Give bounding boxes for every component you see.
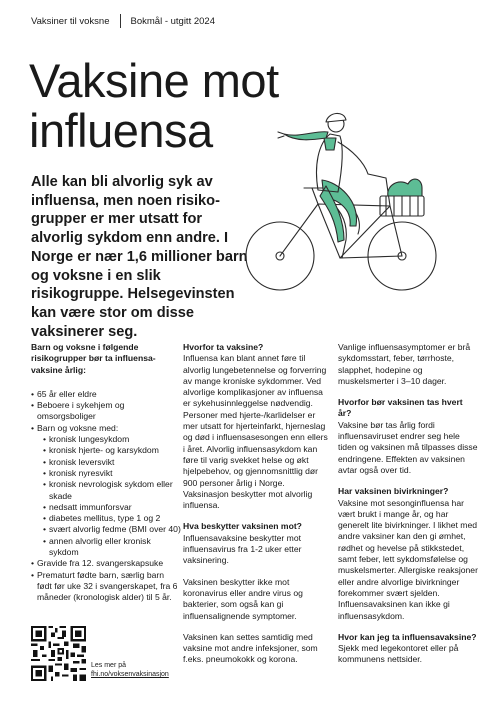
protection-heading: Hva beskytter vaksinen mot?: [183, 521, 302, 532]
sub-list-item: • diabetes mellitus, type 1 og 2: [43, 513, 181, 524]
where-text: Sjekk med legekontoret eller på kommunens nettsider.: [338, 643, 459, 665]
sub-list-item: • kronisk leversvikt: [43, 457, 181, 468]
side-effects-text: Vaksine mot sesonginfluensa har vært brukt i mange år, og har generelt lite bivirkninger. I likhet med andre vaksiner kan den gi ømhet, rødhet og hevelse på stikkstedet, samt feber, lett sykdomsfølelse og muskelsmerter. Allergiske reaksjoner eller andre alvorlige bivirkninger forekommer svært sjelden. Influensavaksinen kan ikke gi influensasykdom.: [338, 497, 478, 621]
lead-paragraph: Alle kan bli alvorlig syk av influensa, men noen risikogrupper er mer utsatt for alvorlig sykdom enn andre. I Norge er nær 1,6 millioner barn og voksne i en slik risikogruppe. Helsegevinsten kan være stor om disse vaksinerer seg.: [31, 174, 248, 340]
yearly-heading: Hvorfor bør vaksinen tas hvert år?: [338, 397, 463, 419]
list-item: • Gravide fra 12. svangerskapsuke: [31, 558, 181, 569]
middle-column: [183, 342, 331, 676]
series-label: Vaksiner til voksne: [31, 15, 110, 27]
title-line-2: influensa: [29, 104, 213, 157]
risk-groups-intro: Barn og voksne i følgende risikogrupper bør ta influensavaksine årlig:: [31, 342, 156, 375]
sub-list-item: • svært alvorlig fedme (BMI over 40): [43, 524, 181, 535]
symptoms-text: Vanlige influensasymptomer er brå sykdomsstart, feber, tørrhoste, slapphet, hodepine og muskelsmerter i 3–10 dager.: [338, 342, 471, 386]
list-item: • Barn og voksne med: • kronisk lungesykdom • kronisk hjerte- og karsykdom • kronisk leversvikt • kronisk nyresvikt • kronisk nevrologisk sykdom eller skade • nedsatt immunforsvar • diabetes mellitus, type 1 og 2 • svært alvorlig fedme (BMI over 40) • annen alvorlig eller kronisk sykdom: [31, 423, 181, 559]
sub-list-item: • kronisk nyresvikt: [43, 468, 181, 479]
page-header: [31, 14, 215, 28]
qr-caption: [91, 661, 169, 679]
cyclist-illustration-icon: [240, 108, 470, 298]
sub-list-item: • nedsatt immunforsvar: [43, 502, 181, 513]
list-item: • 65 år eller eldre: [31, 389, 181, 400]
edition-label: Bokmål - utgitt 2024: [130, 15, 215, 27]
qr-code-icon[interactable]: [31, 626, 86, 681]
corona-text: Vaksinen beskytter ikke mot koronavirus eller andre virus og bakterier, som også kan gi influensalignende symptomer.: [183, 576, 303, 621]
qr-label: Les mer på: [91, 662, 127, 669]
protection-text: Influensavaksine beskytter mot influensavirus fra 1-2 uker etter vaksinering.: [183, 532, 302, 566]
side-effects-heading: Har vaksinen bivirkninger?: [338, 486, 449, 497]
header-divider: [120, 14, 121, 28]
risk-groups-column: [31, 342, 181, 604]
yearly-text: Vaksine bør tas årlig fordi influensaviruset endrer seg hele tiden og vaksinen må tilpasses disse endringene. Effekten av vaksinen avtar også over tid.: [338, 419, 478, 475]
sub-list-item: • kronisk hjerte- og karsykdom: [43, 445, 181, 456]
sub-list-item: • kronisk nevrologisk sykdom eller skade: [43, 479, 181, 502]
sub-list-item: • annen alvorlig eller kronisk sykdom: [43, 536, 181, 559]
why-vaccine-text: Influensa kan blant annet føre til alvorlig lungebetennelse og forverring av mange kroniske sykdommer. Ved alvorlige komplikasjoner av influensa er sykehusinnleggelse nødvendig. Personer med hjerte-/karlidelser er mer utsatt for hjerteinfarkt, hjerneslag og død i influensasesongen enn ellers i året. Alvorlig influensasykdom kan føre til varig svekket helse og økt hjelpebehov, og gjennomsnittlig dør 900 personer årlig i Norge. Vaksinasjon beskytter mot alvorlig influensa.: [183, 353, 328, 511]
fhi-link[interactable]: fhi.no/voksenvaksinasjon: [91, 671, 169, 678]
where-heading: Hvor kan jeg ta influensavaksine?: [338, 631, 477, 642]
sub-list: [37, 434, 181, 558]
why-vaccine-heading: Hvorfor ta vaksine?: [183, 342, 264, 352]
sub-list-item: • kronisk lungesykdom: [43, 434, 181, 445]
list-item: • Prematurt fødte barn, særlig barn født før uke 32 i svangerskapet, fra 6 måneder (kronologisk alder) til 5 år.: [31, 570, 181, 604]
coadministration-text: Vaksinen kan settes samtidig med vaksine mot andre infeksjoner, som f.eks. pneumokokk og korona.: [183, 631, 318, 665]
risk-groups-list: [31, 389, 181, 604]
list-item: • Beboere i sykehjem og omsorgsboliger: [31, 400, 181, 423]
title-line-1: Vaksine mot: [29, 54, 279, 107]
right-column: [338, 342, 478, 676]
